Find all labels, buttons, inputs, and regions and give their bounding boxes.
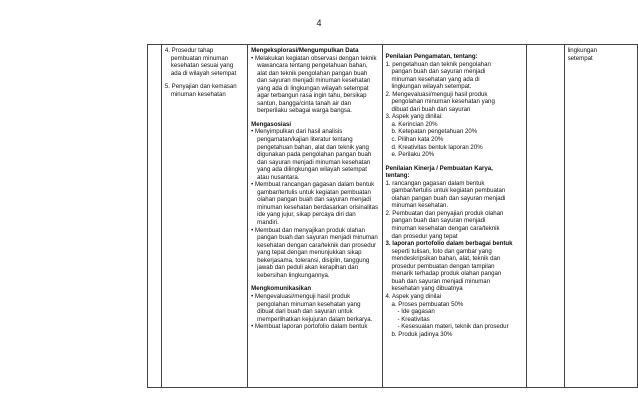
prep-line: kesehatan sesuai yang [170,62,234,70]
section-heading: Mengasosiasi [251,120,292,128]
activity-line: • Melakukan kegiatan observasi dengan teknik [251,54,377,62]
prep-line: ada di wilayah setempat [170,69,237,77]
section-heading: Penilaian Pengamatan, tentang: [385,53,478,60]
assessment-line: - Ide gagasan [397,308,435,316]
activity-line: digunakan pada pengolahan pangan buah [257,151,372,159]
assessment-line: 3. laporan portofolio dalam berbagai bentuk [385,240,513,248]
assessment-line: - Kreativitas [397,315,430,323]
activity-line: yang ada dilingkungan wilayah setempat [257,166,367,174]
activity-line: wawancara tentang pengetahuan bahan, [257,62,368,70]
activity-line: jawab dan peduli akan kerapihan dan [257,264,359,272]
assessment-line: b. Produk jadinya 30% [391,330,453,338]
learning-activities-cell [248,45,382,388]
section-heading: Mengeksplorasi/Mengumpulkan Data [251,47,359,54]
assessment-line: 4. Aspek yang dinilai [385,292,442,300]
assessment-line: 1. rancangan gagasan dalam bentuk [385,179,485,187]
assessment-line: a. Proses pembuatan 50% [391,300,464,308]
assessment-line: kesehatan yang dibuatnya [391,285,463,293]
activity-line: yang ada di lingkungan wilayah setempat [257,84,369,92]
assessment-line: pengolahan minuman kesehatan yang [391,98,495,106]
assessment-line: d. Kreativitas bentuk laporan 20% [391,143,483,151]
assessment-line: minuman kesehatan. [391,202,449,210]
activity-line: pengamatan/kajian literatur tentang [257,136,353,144]
activity-line: pengolahan minuman kesehatan yang [257,300,361,308]
activity-line: dan sayuran menjadi minuman kesehatan [257,158,371,166]
assessment-line: 3. Aspek yang dinilai: [385,113,443,121]
activity-line: pengetahuan bahan, alat dan teknik yang [257,143,369,151]
activity-line: bekerjasama, toleransi, disiplin, tanggung [257,256,370,264]
prep-cell [161,45,247,388]
activity-line: ide yang jujur, sikap percaya diri dan [257,211,356,219]
section-heading: tentang: [385,172,410,180]
activity-line: atau nusantara. [257,173,300,181]
activity-line: dan sayuran menjadi minuman kesehatan [257,77,371,85]
assessment-line: dan prosedur yang tepat [391,232,458,240]
assessment-line: a. Kerincian 20% [391,120,438,128]
prep-line: 4. Prosedur tahap [164,47,214,54]
assessment-line: seperti tulisan, foto dan gambar yang [391,247,492,255]
resource-line: lingkungan [567,47,598,54]
activity-line: dibuat dari buah dan sayuran untuk [257,308,353,316]
assessment-line: gambar/tertulis untuk kegiatan pembuatan [391,187,506,195]
assessment-line: dibuat dari buah dan sayuran [391,105,471,113]
assessment-line: olahan pangan buah dan sayuran menjadi [391,194,506,202]
assessment-line: minuman kesehatan yang ada di [391,75,480,83]
assessment-line: 2. Pembuatan dan penyajian produk olahan [385,209,504,217]
activity-line: • Menyimpulkan dari hasil analisis [251,128,343,136]
prep-line: 5. Penyajian dan kemasan [164,83,237,91]
assessment-line: buah dan sayuran menjadi minuman [391,277,491,285]
assessment-line: c. Pilihan kata 20% [391,136,444,144]
activity-line: memperlihatkan kejujuran dalam berkarya. [257,315,373,323]
page-number: 4 [316,18,322,28]
activity-line: • Membuat rancangan gagasan dalam bentuk [251,181,375,189]
activity-line: yang tepat dengan menunjukkan sikap [257,249,362,257]
activity-line: alat dan teknik pengolahan pangan buah [257,69,368,77]
table-row [148,45,638,388]
assessment-line: - Kesesuaian materi, teknik dan prosedur [397,323,509,331]
section-heading: Penilaian Kinerja / Pembuatan Karya, [385,164,493,172]
activity-line: • Membuat laporan portofolio dalam bentuk [251,323,368,331]
activity-line: santun, bangga/cinta tanah air dan [257,99,351,107]
assessment-line: mendeskripsikan bahan, alat, teknik dan [391,255,501,263]
assessment-line: menarik terhadap produk olahan pangan [391,270,502,278]
activity-line: olahan pangan buah dan sayuran menjadi [257,196,371,204]
resources-cell [564,45,637,388]
resource-line: setempat [567,54,593,62]
activity-line: • Membuat dan menyajikan produk olahan [251,226,366,234]
prep-line: pembuatan minuman [170,54,229,62]
activity-line: kesehatan dengan cara/teknik dan prosedur [257,241,377,249]
assessment-line: minuman kesehatan dengan cara/teknik [391,225,500,233]
assessment-line: 1. pengetahuan dan teknik pengolahan [385,60,491,68]
activity-line: agar terbangun rasa ingin tahu, bersikap [257,92,367,100]
prep-line: minuman kesehatan [170,90,226,98]
empty-cell [527,45,564,388]
assessment-line: b. Ketepatan pengetahuan 20% [391,128,478,136]
assessment-line: pangan buah dan sayuran menjadi [391,68,486,76]
activity-line: minuman kesehatan berdasarkan orisinalitas [257,203,379,211]
assessment-cell [382,45,527,388]
lesson-plan-table [147,44,638,388]
assessment-line: 2. Mengevaluasi/menguji hasil produk [385,90,488,98]
activity-line: kebersihan lingkungannya. [257,271,330,279]
activity-line: pangan buah dan sayuran menjadi minuman [257,234,378,242]
activity-line: berperilaku sebagai warga bangsa. [257,107,352,115]
activity-line: • Mengevaluasi/menguji hasil produk [251,292,351,300]
number-cell [148,45,162,388]
assessment-line: lingkungan wilayah setempat. [391,83,472,91]
section-heading: Mengkomunikasikan [251,285,312,293]
assessment-line: pangan buah dan sayuran menjadi [391,217,486,225]
assessment-line: e. Perilaku 20% [391,151,435,159]
activity-line: gambar/tertulis untuk kegiatan pembuatan [257,188,371,196]
assessment-line: prosedur pembuatan dengan tampilan [391,262,495,270]
activity-line: mandiri. [257,219,279,227]
